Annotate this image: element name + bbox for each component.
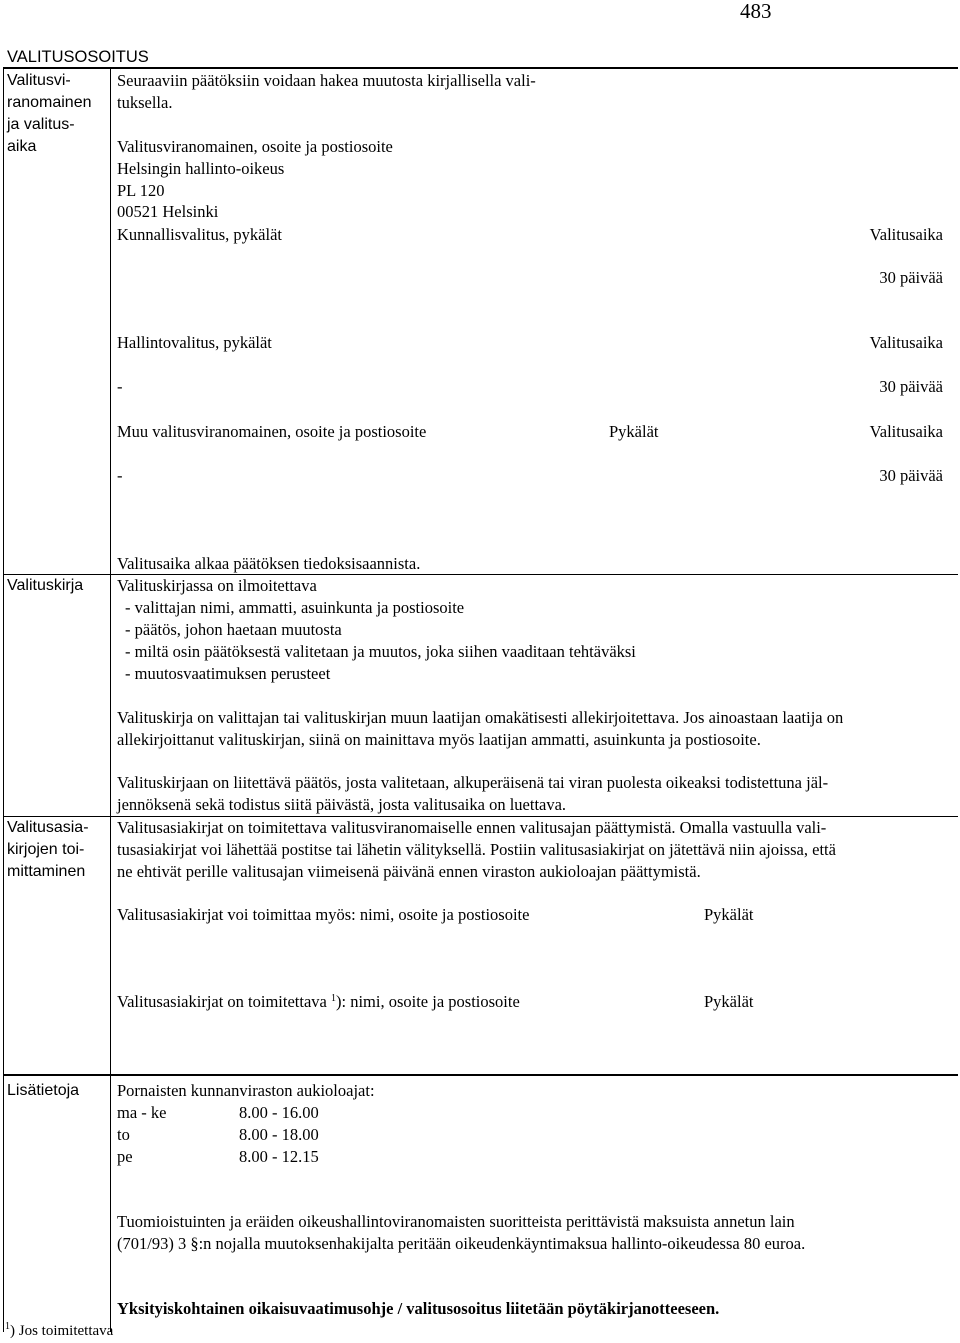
- left-border: [3, 67, 4, 1332]
- other-authority-value: -: [117, 466, 123, 485]
- fee-text-line2: (701/93) 3 §:n nojalla muutoksenhakijalta peritään oikeudenkäyntimaksua hallinto-oikeudessa 80 euroa.: [117, 1234, 806, 1253]
- letter-item: - miltä osin päätöksestä valitetaan ja muutos, joka siihen vaaditaan tehtäväksi: [125, 642, 636, 661]
- office-hours-title: Pornaisten kunnanviraston aukioloajat:: [117, 1081, 375, 1100]
- footnote: $^1$) Jos toimitettava: [5, 1321, 114, 1339]
- other-period-label: Valitusaika: [869, 422, 943, 441]
- label-lisatietoja: Lisätietoja: [7, 1082, 80, 1099]
- hours-day: ma - ke: [117, 1103, 167, 1122]
- letter-item: - päätös, johon haetaan muutosta: [125, 620, 342, 639]
- delivery-also-label: Valitusasiakirjat voi toimittaa myös: nimi, osoite ja postiosoite: [117, 905, 530, 924]
- municipal-appeal-label: Kunnallisvalitus, pykälät: [117, 225, 282, 244]
- document-heading: VALITUSOSOITUS: [7, 48, 149, 66]
- authority-name: Helsingin hallinto-oikeus: [117, 159, 285, 178]
- column-divider: [110, 67, 111, 1332]
- authority-heading: Valitusviranomainen, osoite ja postiosoite: [117, 137, 393, 156]
- hours-time: 8.00 - 16.00: [239, 1103, 319, 1122]
- lisatietoja-rule: [3, 1074, 958, 1076]
- administrative-appeal-label: Hallintovalitus, pykälät: [117, 333, 272, 352]
- municipal-period: 30 päivää: [879, 268, 943, 287]
- delivery-must-label: Valitusasiakirjat on toimitettava $^1$): nimi, osoite ja postiosoite: [117, 992, 520, 1011]
- letter-intro: Valituskirjassa on ilmoitettava: [117, 576, 317, 595]
- other-authority-label: Muu valitusviranomainen, osoite ja postiosoite: [117, 422, 427, 441]
- appeal-intro-line2: tuksella.: [117, 93, 173, 112]
- delivery-text-line2: tusasiakirjat voi lähettää postitse tai lähetin välityksellä. Postiin valitusasiakirjat on jätettävä niin ajoissa, että: [117, 840, 836, 859]
- other-sections-label: Pykälät: [609, 422, 659, 441]
- delivery-must-sections: Pykälät: [704, 992, 754, 1011]
- delivery-text-line1: Valitusasiakirjat on toimitettava valitusviranomaiselle ennen valitusajan päättymistä. Omalla vastuulla vali-: [117, 818, 827, 837]
- fee-text-line1: Tuomioistuinten ja eräiden oikeushallintoviranomaisten suoritteista perittävistä maksuista annetun lain: [117, 1212, 795, 1231]
- authority-po-box: PL 120: [117, 181, 165, 200]
- letter-item: - muutosvaatimuksen perusteet: [125, 664, 331, 683]
- administrative-period-label: Valitusaika: [869, 333, 943, 352]
- attachments-text-line2: jennöksenä sekä todistus siitä päivästä, josta valitusaika on luettava.: [117, 795, 567, 814]
- page-number: 483: [740, 0, 772, 23]
- other-period: 30 päivää: [879, 466, 943, 485]
- hours-day: pe: [117, 1147, 133, 1166]
- label-valituskirja: Valituskirja: [7, 577, 84, 594]
- hours-day: to: [117, 1125, 130, 1144]
- administrative-period: 30 päivää: [879, 377, 943, 396]
- hours-time: 8.00 - 18.00: [239, 1125, 319, 1144]
- appeal-period-start: Valitusaika alkaa päätöksen tiedoksisaannista.: [117, 554, 421, 573]
- footer-note: Yksityiskohtainen oikaisuvaatimusohje / valitusosoitus liitetään pöytäkirjanotteeseen.: [117, 1299, 720, 1318]
- signature-text-line1: Valituskirja on valittajan tai valituskirjan muun laatijan omakätisesti allekirjoitettava. Jos ainoastaan laatija on: [117, 708, 844, 727]
- signature-text-line2: allekirjoittanut valituskirjan, siinä on mainittava myös laatijan ammatti, asuinkunta ja postiosoite.: [117, 730, 761, 749]
- top-rule: [3, 67, 958, 69]
- appeal-intro-line1: Seuraaviin päätöksiin voidaan hakea muutosta kirjallisella vali-: [117, 71, 536, 90]
- footnote-marker: 1: [331, 993, 336, 1004]
- administrative-sections: -: [117, 377, 123, 396]
- hours-time: 8.00 - 12.15: [239, 1147, 319, 1166]
- delivery-also-sections: Pykälät: [704, 905, 754, 924]
- letter-item: - valittajan nimi, ammatti, asuinkunta ja postiosoite: [125, 598, 465, 617]
- municipal-period-label: Valitusaika: [869, 225, 943, 244]
- attachments-text-line1: Valituskirjaan on liitettävä päätös, josta valitetaan, alkuperäisenä tai viran puolesta oikeaksi todistettuna jäl-: [117, 773, 829, 792]
- delivery-text-line3: ne ehtivät perille valitusajan viimeisenä päivänä ennen viraston aukioloajan päättymistä.: [117, 862, 701, 881]
- authority-postcode: 00521 Helsinki: [117, 202, 219, 221]
